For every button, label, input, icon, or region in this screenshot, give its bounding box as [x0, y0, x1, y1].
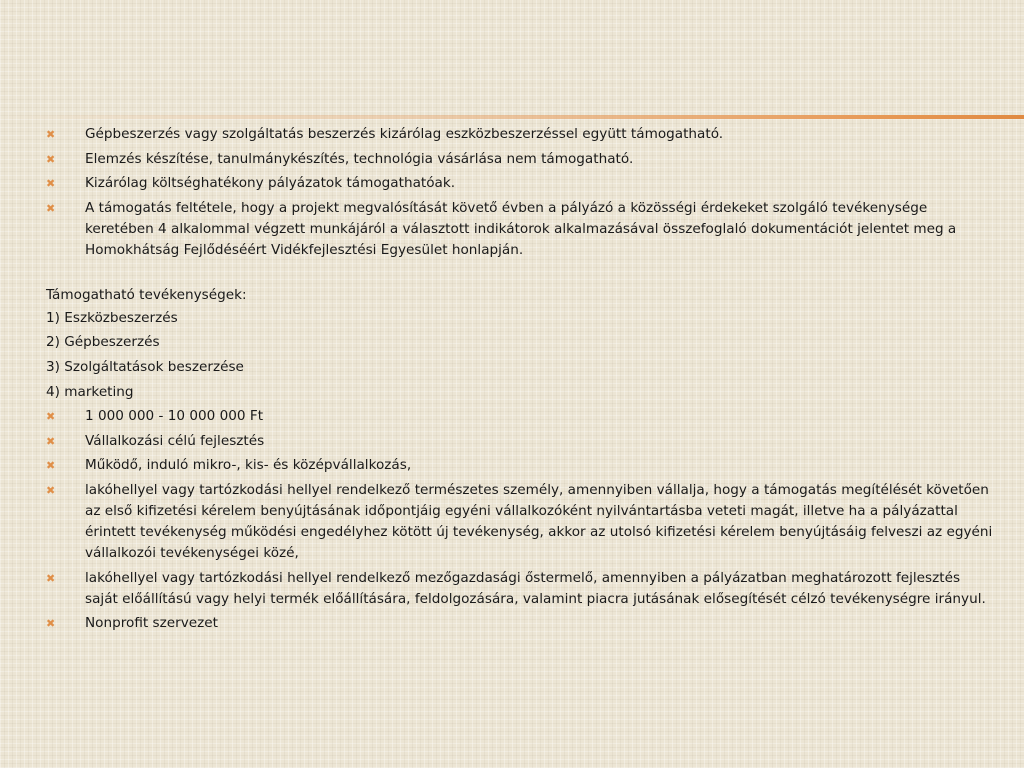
x-mark-icon: ✖ — [46, 434, 56, 448]
list-item-text: Vállalkozási célú fejlesztés — [85, 432, 265, 449]
numbered-item: 2) Gépbeszerzés — [46, 334, 160, 351]
eligibility-list — [46, 406, 994, 634]
x-mark-icon: ✖ — [46, 177, 56, 191]
list-item — [46, 149, 994, 170]
list-item-text: Nonprofit szervezet — [85, 615, 218, 632]
x-mark-icon: ✖ — [46, 201, 56, 215]
numbered-item: 3) Szolgáltatások beszerzése — [46, 358, 244, 375]
list-item — [46, 431, 994, 452]
x-mark-icon: ✖ — [46, 617, 56, 631]
x-mark-icon: ✖ — [46, 483, 56, 497]
list-item-text: lakóhellyel vagy tartózkodási hellyel rendelkező természetes személy, amennyiben vállalja, hogy a támogatás megítélését követően az első kifizetési kérelem benyújtásának időpontjáig egyéni vállalkozóként nyilvántartásba veteti magát, illetve ha a pályázattal érintett tevékenység működési engedélyhez kötött új tevékenység, akkor az utolsó kifizetési kérelem benyújtásáig felveszi az egyéni vállalkozói tevékenységei közé, — [85, 481, 993, 561]
list-item-text: Elemzés készítése, tanulmánykészítés, technológia vásárlása nem támogatható. — [85, 150, 634, 167]
list-item-text: Kizárólag költséghatékony pályázatok támogathatóak. — [85, 175, 456, 192]
section-heading: Támogatható tevékenységek: — [46, 286, 247, 303]
list-item-text: lakóhellyel vagy tartózkodási hellyel rendelkező mezőgazdasági őstermelő, amennyiben a pályázatban meghatározott fejlesztés saját előállítású vagy helyi termék előállítására, feldolgozására, valamint piacra jutásának elősegítését célzó tevékenységre irányul. — [85, 569, 986, 607]
x-mark-icon: ✖ — [46, 410, 56, 424]
list-item — [46, 406, 994, 427]
x-mark-icon: ✖ — [46, 152, 56, 166]
list-item — [46, 568, 994, 610]
numbered-item: 1) Eszközbeszerzés — [46, 309, 178, 326]
x-mark-icon: ✖ — [46, 459, 56, 473]
list-item — [46, 124, 994, 145]
list-item — [46, 480, 994, 564]
list-item-text: Gépbeszerzés vagy szolgáltatás beszerzés kizárólag eszközbeszerzéssel együtt támogatható. — [85, 126, 724, 142]
conditions-list — [46, 124, 994, 261]
list-item — [46, 173, 994, 194]
x-mark-icon: ✖ — [46, 571, 56, 585]
numbered-item: 4) marketing — [46, 383, 134, 400]
list-item-text: 1 000 000 - 10 000 000 Ft — [85, 408, 264, 425]
x-mark-icon: ✖ — [46, 128, 56, 141]
list-item — [46, 198, 994, 261]
slide-content — [46, 124, 994, 638]
accent-divider-line — [0, 115, 1024, 119]
list-item — [46, 455, 994, 476]
list-item — [46, 613, 994, 634]
list-item-text: Működő, induló mikro-, kis- és középvállalkozás, — [85, 457, 412, 474]
list-item-text: A támogatás feltétele, hogy a projekt megvalósítását követő évben a pályázó a közösségi érdekeket szolgáló tevékenysége keretében 4 alkalommal végzett munkájáról a választott indikátorok alkalmazásával összefoglaló dokumentációt jelentet meg a Homokhátság Fejlődéséért Vidékfejlesztési Egyesület honlapján. — [85, 199, 957, 258]
